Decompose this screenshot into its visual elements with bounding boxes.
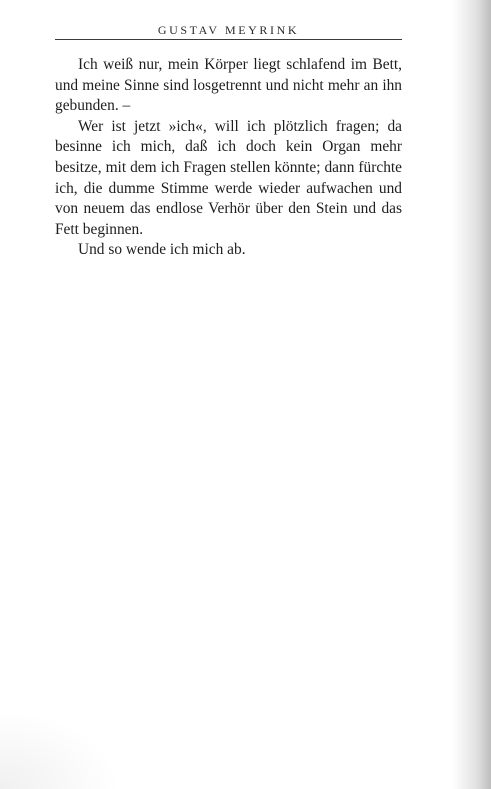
body-text (55, 55, 402, 261)
paragraph: Wer ist jetzt »ich«, will ich plötzlich fragen; da besinne ich mich, daß ich doch kein Organ mehr besitze, mit dem ich Fragen stellen könnte; dann fürchte ich, die dumme Stimme werde wieder aufwachen und von neuem das endlose Verhör über den Stein und das Fett beginnen. (55, 117, 402, 238)
paragraph: Ich weiß nur, mein Körper liegt schlafend im Bett, und meine Sinne sind losgetrennt und nicht mehr an ihn gebunden. – (55, 56, 402, 115)
header-rule (55, 39, 402, 40)
running-head: GUSTAV MEYRINK (157, 23, 300, 37)
paragraph: Und so wende ich mich ab. (78, 241, 246, 259)
